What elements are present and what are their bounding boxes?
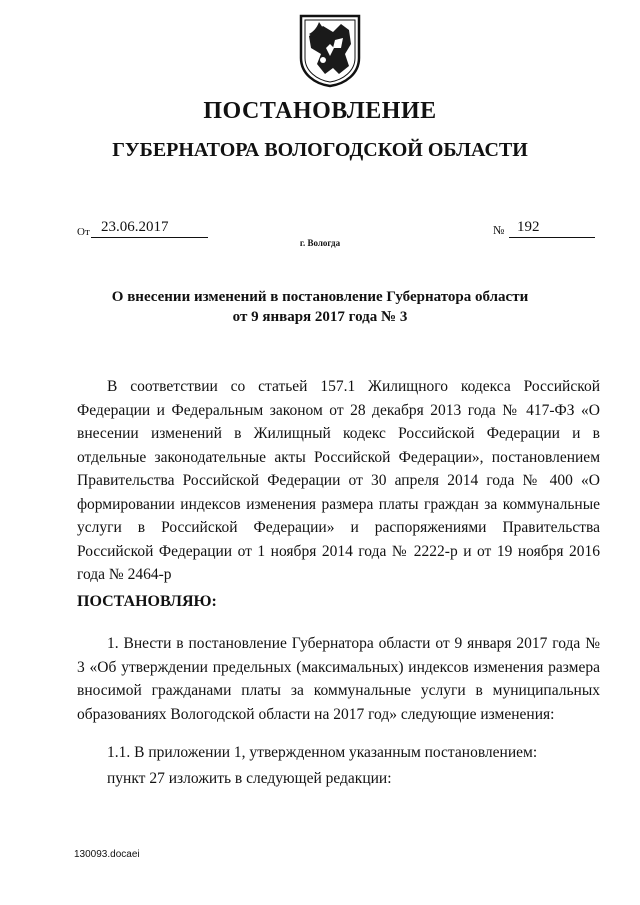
preamble-paragraph: В соответствии со статьей 157.1 Жилищного кодекса Российской Федерации и Федеральным законом от 28 декабря 2013 года № 417-ФЗ «О внесении изменений в Жилищный кодекс Российской Федерации и в отдельные законодательные акты Российской Федерации», постановлением Правительства Российской Федерации от 30 апреля 2014 года № 400 «О формировании индексов изменения размера платы граждан за коммунальные услуги в Российской Федерации» и распоряжениями Правительства Российской Федерации от 1 ноября 2014 года № 2222-р и от 19 ноября 2016 года № 2464-р xyxy=(77,378,600,583)
document-subject xyxy=(0,287,640,327)
clause-point-27-paragraph: пункт 27 изложить в следующей редакции: xyxy=(107,770,392,787)
subject-line-1: О внесении изменений в постановление Губернатора области xyxy=(111,289,529,305)
date-label: От xyxy=(77,226,90,238)
clause-1-paragraph: 1. Внести в постановление Губернатора области от 9 января 2017 года № 3 «Об утверждении предельных (максимальных) индексов изменения размера вносимой гражданами платы за коммунальные услуги в муниципальных образованиях Вологодской области на 2017 год» следующие изменения: xyxy=(77,635,600,723)
file-id-footer: 130093.docaei xyxy=(74,849,140,860)
clause-1-1-paragraph: 1.1. В приложении 1, утвержденном указанным постановлением: xyxy=(107,744,538,761)
coat-of-arms-icon xyxy=(299,14,361,88)
decree-heading: ПОСТАНОВЛЯЮ: xyxy=(77,593,217,610)
city-label: г. Вологда xyxy=(299,238,341,248)
document-subtitle: ГУБЕРНАТОРА ВОЛОГОДСКОЙ ОБЛАСТИ xyxy=(112,139,528,161)
date-value: 23.06.2017 xyxy=(91,219,208,238)
number-label: № xyxy=(493,223,505,237)
subject-line-2: от 9 января 2017 года № 3 xyxy=(232,309,408,325)
number-value: 192 xyxy=(509,219,595,238)
document-title: ПОСТАНОВЛЕНИЕ xyxy=(203,98,437,124)
